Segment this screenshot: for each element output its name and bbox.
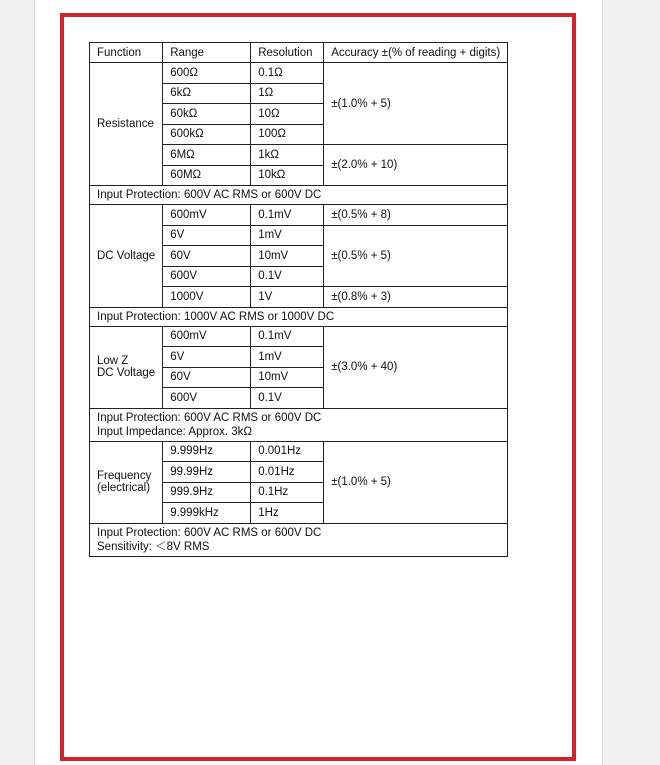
header-accuracy: Accuracy ±(% of reading + digits): [324, 43, 508, 63]
range-cell: 9.999Hz: [163, 441, 251, 462]
function-frequency: [90, 441, 163, 523]
range-cell: 6V: [163, 225, 251, 246]
range-cell: 600mV: [163, 326, 251, 347]
note-cell: [90, 408, 508, 441]
note-cell: Input Protection: 1000V AC RMS or 1000V DC: [90, 307, 508, 326]
accuracy-cell: ±(1.0% + 5): [324, 441, 508, 523]
resolution-cell: 1mV: [251, 225, 324, 246]
resolution-cell: 0.1mV: [251, 205, 324, 226]
function-dc-voltage: DC Voltage: [90, 205, 163, 308]
range-cell: 60kΩ: [163, 104, 251, 125]
range-cell: 600V: [163, 266, 251, 287]
note-line: Input Impedance: Approx. 3kΩ: [97, 425, 252, 438]
range-cell: 60V: [163, 246, 251, 267]
accuracy-cell: ±(2.0% + 10): [324, 145, 508, 186]
resolution-cell: 1Ω: [251, 83, 324, 104]
resolution-cell: 1mV: [251, 347, 324, 368]
note-cell: Input Protection: 600V AC RMS or 600V DC: [90, 186, 508, 205]
accuracy-cell: ±(0.5% + 8): [324, 205, 508, 226]
resolution-cell: 0.1mV: [251, 326, 324, 347]
table-row: [90, 326, 508, 347]
resolution-cell: 10mV: [251, 246, 324, 267]
resolution-cell: 100Ω: [251, 124, 324, 145]
accuracy-cell: ±(1.0% + 5): [324, 63, 508, 145]
range-cell: 60MΩ: [163, 165, 251, 186]
note-row: [90, 523, 508, 556]
header-function: Function: [90, 43, 163, 63]
table-row: [90, 205, 508, 226]
function-line: Low Z: [97, 355, 129, 367]
function-low-z: [90, 326, 163, 408]
range-cell: 99.99Hz: [163, 462, 251, 483]
range-cell: 6MΩ: [163, 145, 251, 166]
range-cell: 600V: [163, 388, 251, 409]
function-resistance: Resistance: [90, 63, 163, 186]
function-line: (electrical): [97, 482, 151, 494]
resolution-cell: 1V: [251, 287, 324, 308]
range-cell: 9.999kHz: [163, 503, 251, 524]
resolution-cell: 0.1Ω: [251, 63, 324, 84]
note-row: [90, 307, 508, 326]
accuracy-cell: ±(0.5% + 5): [324, 225, 508, 287]
header-resolution: Resolution: [251, 43, 324, 63]
resolution-cell: 1Hz: [251, 503, 324, 524]
range-cell: 600mV: [163, 205, 251, 226]
resolution-cell: 0.1V: [251, 266, 324, 287]
range-cell: 600kΩ: [163, 124, 251, 145]
range-cell: 600Ω: [163, 63, 251, 84]
resolution-cell: 10kΩ: [251, 165, 324, 186]
resolution-cell: 10mV: [251, 367, 324, 388]
range-cell: 999.9Hz: [163, 482, 251, 503]
range-cell: 6V: [163, 347, 251, 368]
note-row: [90, 186, 508, 205]
resolution-cell: 1kΩ: [251, 145, 324, 166]
note-row: [90, 408, 508, 441]
function-line: Frequency: [97, 470, 152, 482]
note-line: Input Protection: 600V AC RMS or 600V DC: [97, 411, 322, 424]
table-row: [90, 441, 508, 462]
resolution-cell: 0.001Hz: [251, 441, 324, 462]
resolution-cell: 0.01Hz: [251, 462, 324, 483]
header-row: [90, 43, 508, 63]
resolution-cell: 0.1V: [251, 388, 324, 409]
function-line: DC Voltage: [97, 367, 156, 379]
table-row: [90, 63, 508, 84]
specifications-table: [89, 42, 508, 557]
range-cell: 6kΩ: [163, 83, 251, 104]
accuracy-cell: ±(0.8% + 3): [324, 287, 508, 308]
header-range: Range: [163, 43, 251, 63]
resolution-cell: 0.1Hz: [251, 482, 324, 503]
range-cell: 60V: [163, 367, 251, 388]
resolution-cell: 10Ω: [251, 104, 324, 125]
note-line: Sensitivity: ＜8V RMS: [97, 540, 210, 553]
accuracy-cell: ±(3.0% + 40): [324, 326, 508, 408]
note-cell: [90, 523, 508, 556]
range-cell: 1000V: [163, 287, 251, 308]
note-line: Input Protection: 600V AC RMS or 600V DC: [97, 526, 322, 539]
